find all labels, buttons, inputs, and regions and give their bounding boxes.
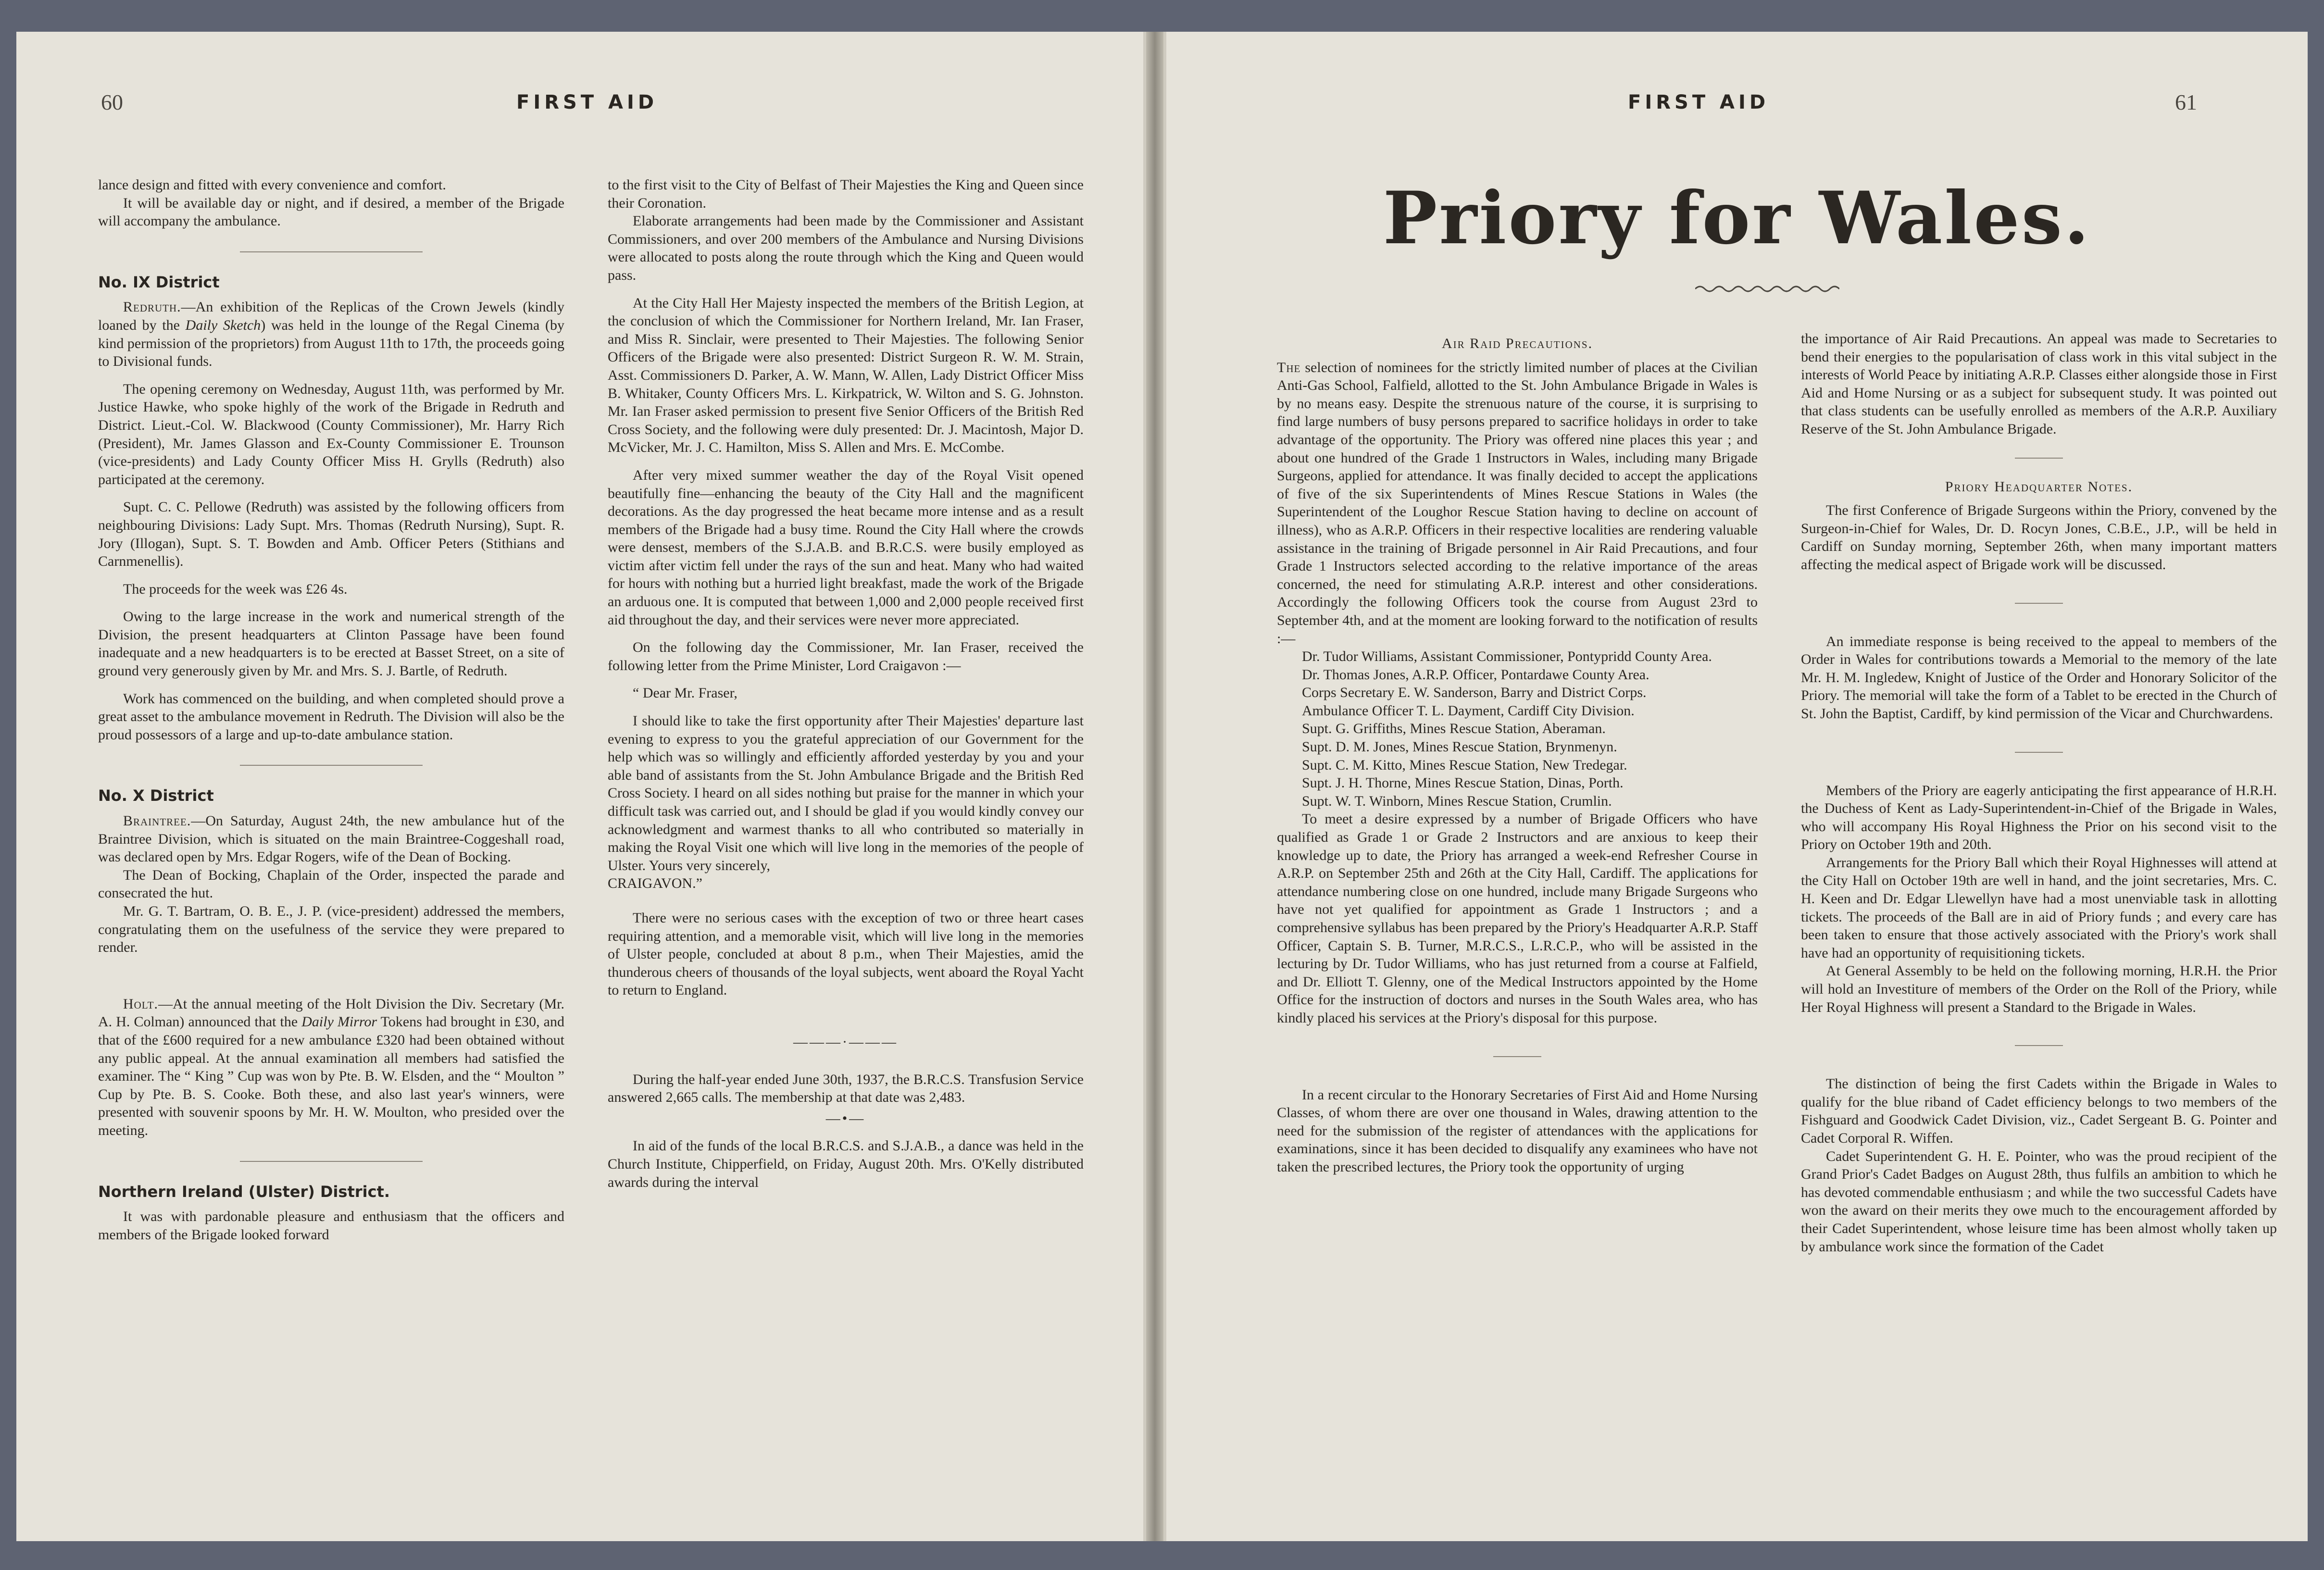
article-title: Priory for Wales. xyxy=(1383,176,2091,261)
right-running-head xyxy=(1166,89,2308,137)
district-9-paragraph-4: The proceeds for the week was £26 4s. xyxy=(123,581,348,597)
letter-signature: CRAIGAVON.” xyxy=(608,875,702,892)
letter-body: I should like to take the first opportunity after Their Majesties' departure last evening to express to you the grateful appreciation of our Government for the help which was so willingly and efficiently afforded yesterday by you and your able band of assistants from the St. John Ambulance Brigade and the British Red Cross Society. I heard on all sides nothing but praise for the manner in which your difficult task was carried out, and I should be glad if you would kindly convey our acknowledgment and warmest thanks to all who contributed so materially in making the Royal Visit one which will live long in the memories of the people of Ulster. Yours very sincerely, xyxy=(608,713,1084,873)
section-divider xyxy=(240,251,423,252)
place-name: Holt. xyxy=(123,996,159,1012)
district-9-paragraph-2: The opening ceremony on Wednesday, August 11th, was performed by Mr. Justice Hawke, who spoke highly of the work of the Brigade in Redruth and District. Lieut.-Col. W. Blackwood (County Commissioner), Mr. Harry Rich (President), Mr. James Glasson and Ex-County Commissioner E. Trounson (vice-presidents) and Lady County Officer Miss H. Grylls (Redruth) also participated at the ceremony. xyxy=(98,381,564,487)
district-10-paragraph-1 xyxy=(98,812,564,866)
arp-paragraph-4: the importance of Air Raid Precautions. An appeal was made to Secretaries to bend their energies to the popularisation of class work in this vital subject in the interests of World Peace by initiating A.R.P. Classes either alongside those in First Aid and Home Nursing or as a subject for subsequent study. It was pointed out that class students can be usefully enrolled as members of the A.R.P. Auxiliary Reserve of the St. John Ambulance Brigade. xyxy=(1801,331,2277,437)
notes-paragraph-1: The first Conference of Brigade Surgeons within the Priory, convened by the Surgeon-in-Chief for Wales, Dr. D. Rocyn Jones, C.B.E., J.P., will be held in Cardiff on Sunday morning, September 26th, when many important matters affecting the medical aspect of Brigade work will be discussed. xyxy=(1801,502,2277,573)
arp-paragraph-2: To meet a desire expressed by a number of Brigade Officers who have qualified as Grade 1 or Grade 2 Instructors and are anxious to keep their knowledge up to date, the Priory has arranged a week-end Refresher Course in A.R.P. on September 25th and 26th at the City Hall, Cardiff. The applications for attendance numbering close on one hundred, include many Brigade Surgeons who have not yet qualified for appointment as Grade 1 Instructors ; and a comprehensive syllabus has been prepared by the Priory's Headquarter A.R.P. Staff Officer, Captain S. B. Turner, M.R.C.S., L.R.C.P., who will be assisted in the lecturing by Dr. Tudor Williams, who has just returned from a course at Falfield, and Dr. Elliott T. Glenny, one of the Medical Instructors appointed by the Home Office for the instruction of doctors and nurses in the South Wales area, who has kindly placed his services at the Priory's disposal for this purpose. xyxy=(1277,811,1758,1026)
left-column-2 xyxy=(608,176,1084,1191)
district-9-paragraph-1 xyxy=(98,298,564,370)
section-divider xyxy=(1493,1056,1541,1057)
district-10-paragraph-3: Mr. G. T. Bartram, O. B. E., J. P. (vice-president) addressed the members, congratulating them on the usefulness of the service they were prepared to render. xyxy=(98,903,564,956)
left-running-head xyxy=(16,89,1143,137)
list-item: Ambulance Officer T. L. Dayment, Cardiff City Division. xyxy=(1302,702,1635,719)
section-divider xyxy=(240,1161,423,1162)
list-item: Supt. W. T. Winborn, Mines Rescue Station, Crumlin. xyxy=(1302,793,1612,809)
dance-paragraph: In aid of the funds of the local B.R.C.S. and S.J.A.B., a dance was held in the Church Institute, Chipperfield, on Friday, August 20th. Mrs. O'Kelly distributed awards during the interval xyxy=(608,1138,1084,1190)
list-item: Dr. Tudor Williams, Assistant Commissioner, Pontypridd County Area. xyxy=(1302,648,1712,665)
notes-paragraph-4: Arrangements for the Priory Ball which their Royal Highnesses will attend at the City Hall on October 19th are well in hand, and the joint secretaries, Mrs. C. H. Keen and Dr. Edgar Llewellyn have had a most unenviable task in allotting tickets. The proceeds of the Ball are in aid of Priory funds ; and every care has been taken to ensure that those actively associated with the Priory's work shall have had an opportunity of requisitioning tickets. xyxy=(1801,854,2277,961)
list-item: Supt. G. Griffiths, Mines Rescue Station, Aberaman. xyxy=(1302,721,1606,737)
notes-paragraph-6: The distinction of being the first Cadets within the Brigade in Wales to qualify for the blue riband of Cadet efficiency belongs to two members of the Fishguard and Goodwick Cadet Division, viz., Cadet Sergeant B. G. Pointer and Cadet Corporal R. Wiffen. xyxy=(1801,1076,2277,1146)
section-divider xyxy=(240,765,423,766)
right-running-title: FIRST AID xyxy=(1628,91,1770,113)
newspaper-name: Daily Mirror xyxy=(301,1014,377,1030)
section-divider xyxy=(2015,752,2063,753)
place-name: Braintree. xyxy=(123,813,191,829)
text-run: selection of nominees for the strictly limited number of places at the Civilian Anti-Gas School, Falfield, allotted to the St. John Ambulance Brigade in Wales is by no means easy. Despite the strenuous nature of the course, it is surprising to find large numbers of busy persons prepared to sacrifice holidays in order to take advantage of the opportunity. The Priory was offered nine places this year ; and about one hundred of the Grade 1 Instructors in Wales, including many Brigade Surgeons, applied for attendance. It was finally decided to accept the applications of five of the six Superintendents of Mines Rescue Stations in Wales (the Superintendent of the Loughor Rescue Station having to decline on account of illness), who as A.R.P. Officers in their respective localities are rendering valuable assistance in the training of Brigade personnel in Air Raid Precautions, and four Grade 1 Instructors selected according to the relative importance of the areas concerned, the need for stimulating A.R.P. interest and other considerations. Accordingly the following Officers took the course from August 23rd to September 4th, and at the moment are looking forward to the notification of results :— xyxy=(1277,359,1758,647)
right-page xyxy=(1163,32,2308,1541)
arp-paragraph-3: In a recent circular to the Honorary Secretaries of First Aid and Home Nursing Classes, of whom there are over one thousand in Wales, drawing attention to the need for the submission of the register of attendances with the applications for examinations, since it has been decided to disqualify any examinees who have not taken the prescribed lectures, the Priory took the opportunity of urging xyxy=(1277,1086,1758,1175)
officer-list xyxy=(1277,648,1758,810)
list-item: Supt. C. M. Kitto, Mines Rescue Station, New Tredegar. xyxy=(1302,757,1627,773)
right-column-2 xyxy=(1801,330,2277,1256)
list-item: Corps Secretary E. W. Sanderson, Barry and District Corps. xyxy=(1302,685,1647,701)
left-running-title: FIRST AID xyxy=(516,91,658,113)
left-page-number: 60 xyxy=(101,90,123,114)
right-column-1 xyxy=(1277,330,1758,1176)
list-item: Supt. D. M. Jones, Mines Rescue Station, Brynmenyn. xyxy=(1302,739,1617,755)
ulster-paragraph-2: to the first visit to the City of Belfast of Their Majesties the King and Queen since their Coronation. xyxy=(608,177,1084,211)
text-run: —An exhibition of the Replicas of the Crown Jewels (kindly loaned by the xyxy=(98,299,564,333)
intro-paragraph-1: lance design and fitted with every convenience and comfort. xyxy=(98,177,446,193)
notes-paragraph-2: An immediate response is being received to the appeal to members of the Order in Wales for contributions towards a Memorial to the memory of the late Mr. H. M. Ingledew, Knight of Justice of the Order and Honorary Solicitor of the Priory. The memorial will take the form of a Tablet to be erected in the Church of St. John the Baptist, Cardiff, by kind permission of the Vicar and Churchwardens. xyxy=(1801,633,2277,722)
district-10-paragraph-4 xyxy=(98,995,564,1140)
list-item: Dr. Thomas Jones, A.R.P. Officer, Pontardawe County Area. xyxy=(1302,666,1649,683)
ornament-divider: —•— xyxy=(825,1110,866,1126)
ulster-paragraph-5: After very mixed summer weather the day of the Royal Visit opened beautifully fine—enhancing the beauty of the City Hall and the magnificent decorations. As the day progressed the heat became more intense and as a result members of the Brigade had a busy time. Round the City Hall where the crowds were densest, members of the S.J.A.B. and B.R.C.S. were busily employed as victim after victim fell under the rays of the sun and heat. Many who had waited for hours with nothing but a hurried light breakfast, made the work of the Brigade an arduous one. It is computed that between 1,000 and 2,000 people received first aid throughout the day, and their services were never more appreciated. xyxy=(608,467,1084,628)
notes-paragraph-7: Cadet Superintendent G. H. E. Pointer, who was the proud recipient of the Grand Prior's Cadet Badges on August 28th, thus fulfils an ambition to which he has devoted commendable enthusiasm ; and while the two successful Cadets have won the award on their merits they owe much to the encouragement afforded by their Cadet Superintendent, whose leisure time has been almost wholly taken up by ambulance work since the formation of the Cadet xyxy=(1801,1148,2277,1255)
text-run: —At the annual meeting of the Holt Division the Div. Secretary (Mr. A. H. Colman) announced that the xyxy=(98,996,564,1030)
text-run: ) was held in the lounge of the Regal Cinema (by kind permission of the proprietors) from August 11th to 17th, the proceeds going to Divisional funds. xyxy=(98,317,564,370)
intro-paragraph-2: It will be available day or night, and if desired, a member of the Brigade will accompany the ambulance. xyxy=(98,195,564,229)
arp-paragraph-1 xyxy=(1277,359,1758,648)
right-page-number: 61 xyxy=(2175,90,2197,114)
district-9-paragraph-6: Work has commenced on the building, and when completed should prove a great asset to the ambulance movement in Redruth. The Division will also be the proud possessors of a large and up-to-date ambulance station. xyxy=(98,690,564,743)
text-run: —On Saturday, August 24th, the new ambulance hut of the Braintree Division, which is situated on the main Braintree-Coggeshall road, was declared open by Mrs. Edgar Rogers, wife of the Dean of Bocking. xyxy=(98,813,564,865)
section-divider xyxy=(2015,458,2063,459)
district-9-paragraph-5: Owing to the large increase in the work and numerical strength of the Division, the present headquarters at Clinton Passage have been found inadequate and a new headquarters is to be erected at Basset Street, on a site of ground very generously given by Mr. and Mrs. S. J. Bartle, of Redruth. xyxy=(98,609,564,679)
district-10-heading: No. X District xyxy=(98,786,214,805)
place-name: Redruth. xyxy=(123,299,181,315)
book-spine xyxy=(1146,32,1163,1541)
ornament-divider: ———·——— xyxy=(793,1034,898,1050)
list-item: Supt. J. H. Thorne, Mines Rescue Station, Dinas, Porth. xyxy=(1302,775,1624,791)
notes-paragraph-5: At General Assembly to be held on the following morning, H.R.H. the Prior will hold an Investiture of members of the Order on the Roll of the Priory, while Her Royal Highness will present a Standard to the Brigade in Wales. xyxy=(1801,963,2277,1015)
wavy-ornament-icon xyxy=(1695,282,1839,296)
letter-salutation: “ Dear Mr. Fraser, xyxy=(633,685,737,701)
newspaper-name: Daily Sketch xyxy=(185,317,261,333)
drop-lead: The xyxy=(1277,359,1301,375)
priory-notes-subhead: Priory Headquarter Notes. xyxy=(1945,478,2133,495)
ulster-heading: Northern Ireland (Ulster) District. xyxy=(98,1182,390,1201)
notes-paragraph-3: Members of the Priory are eagerly anticipating the first appearance of H.R.H. the Duchess of Kent as Lady-Superintendent-in-Chief of the Brigade in Wales, who will accompany His Royal Highness the Prior on his second visit to the Priory on October 19th and 20th. xyxy=(1801,782,2277,853)
ulster-paragraph-4: At the City Hall Her Majesty inspected the members of the British Legion, at the conclusion of which the Commissioner for Northern Ireland, Mr. Ian Fraser, and Miss R. Sinclair, were presented to Their Majesties. The following Senior Officers of the Brigade were also presented: District Surgeon R. W. M. Strain, Asst. Commissioners D. Parker, A. W. Mann, W. Allen, Lady District Officer Miss B. Whitaker, County Officers Mrs. L. Kirkpatrick, W. Wilton and S. G. Johnston. Mr. Ian Fraser asked permission to present five Senior Officers of the British Red Cross Society, and the following were duly presented: Dr. J. Macintosh, Major D. McVicker, Mr. J. C. Hamilton, Miss S. Allen and Mrs. E. McCombe. xyxy=(608,295,1084,456)
district-10-paragraph-2: The Dean of Bocking, Chaplain of the Order, inspected the parade and consecrated the hut. xyxy=(98,867,564,901)
ulster-paragraph-1: It was with pardonable pleasure and enthusiasm that the officers and members of the Brigade looked forward xyxy=(98,1209,564,1243)
left-column-1 xyxy=(98,176,564,1244)
air-raid-subhead: Air Raid Precautions. xyxy=(1441,336,1593,351)
ulster-paragraph-6: On the following day the Commissioner, Mr. Ian Fraser, received the following letter from the Prime Minister, Lord Craigavon :— xyxy=(608,639,1084,673)
district-9-paragraph-3: Supt. C. C. Pellowe (Redruth) was assisted by the following officers from neighbouring Divisions: Lady Supt. Mrs. Thomas (Redruth Nursing), Supt. R. Jory (Illogan), Supt. S. T. Bowden and Amb. Officer Peters (Stithians and Carnmenellis). xyxy=(98,499,564,570)
district-9-heading: No. IX District xyxy=(98,273,220,291)
text-run: Tokens had brought in £30, and that of the £600 required for a new ambulance £320 had been obtained without any public appeal. At the annual examination all members had satisfied the examiner. The “ King ” Cup was won by Pte. B. W. Elsden, and the “ Moulton ” Cup by Pte. B. S. Cooke. Both these, and also last year's winners, were presented with souvenir spoons by Mr. H. W. Moulton, who presided over the meeting. xyxy=(98,1014,564,1138)
transfusion-paragraph: During the half-year ended June 30th, 1937, the B.R.C.S. Transfusion Service answered 2,665 calls. The membership at that date was 2,483. xyxy=(608,1071,1084,1106)
ulster-paragraph-7: There were no serious cases with the exception of two or three heart cases requiring attention, and a memorable visit, which will live long in the memories of Ulster people, concluded at about 8 p.m., when Their Majesties, amid the thunderous cheers of thousands of the loyal subjects, went aboard the Royal Yacht to return to England. xyxy=(608,910,1084,998)
ulster-paragraph-3: Elaborate arrangements had been made by the Commissioner and Assistant Commissioners, and over 200 members of the Ambulance and Nursing Divisions were allocated to posts along the route through which the King and Queen would pass. xyxy=(608,213,1084,283)
section-divider xyxy=(2015,603,2063,604)
section-divider xyxy=(2015,1045,2063,1046)
left-page xyxy=(16,32,1146,1541)
